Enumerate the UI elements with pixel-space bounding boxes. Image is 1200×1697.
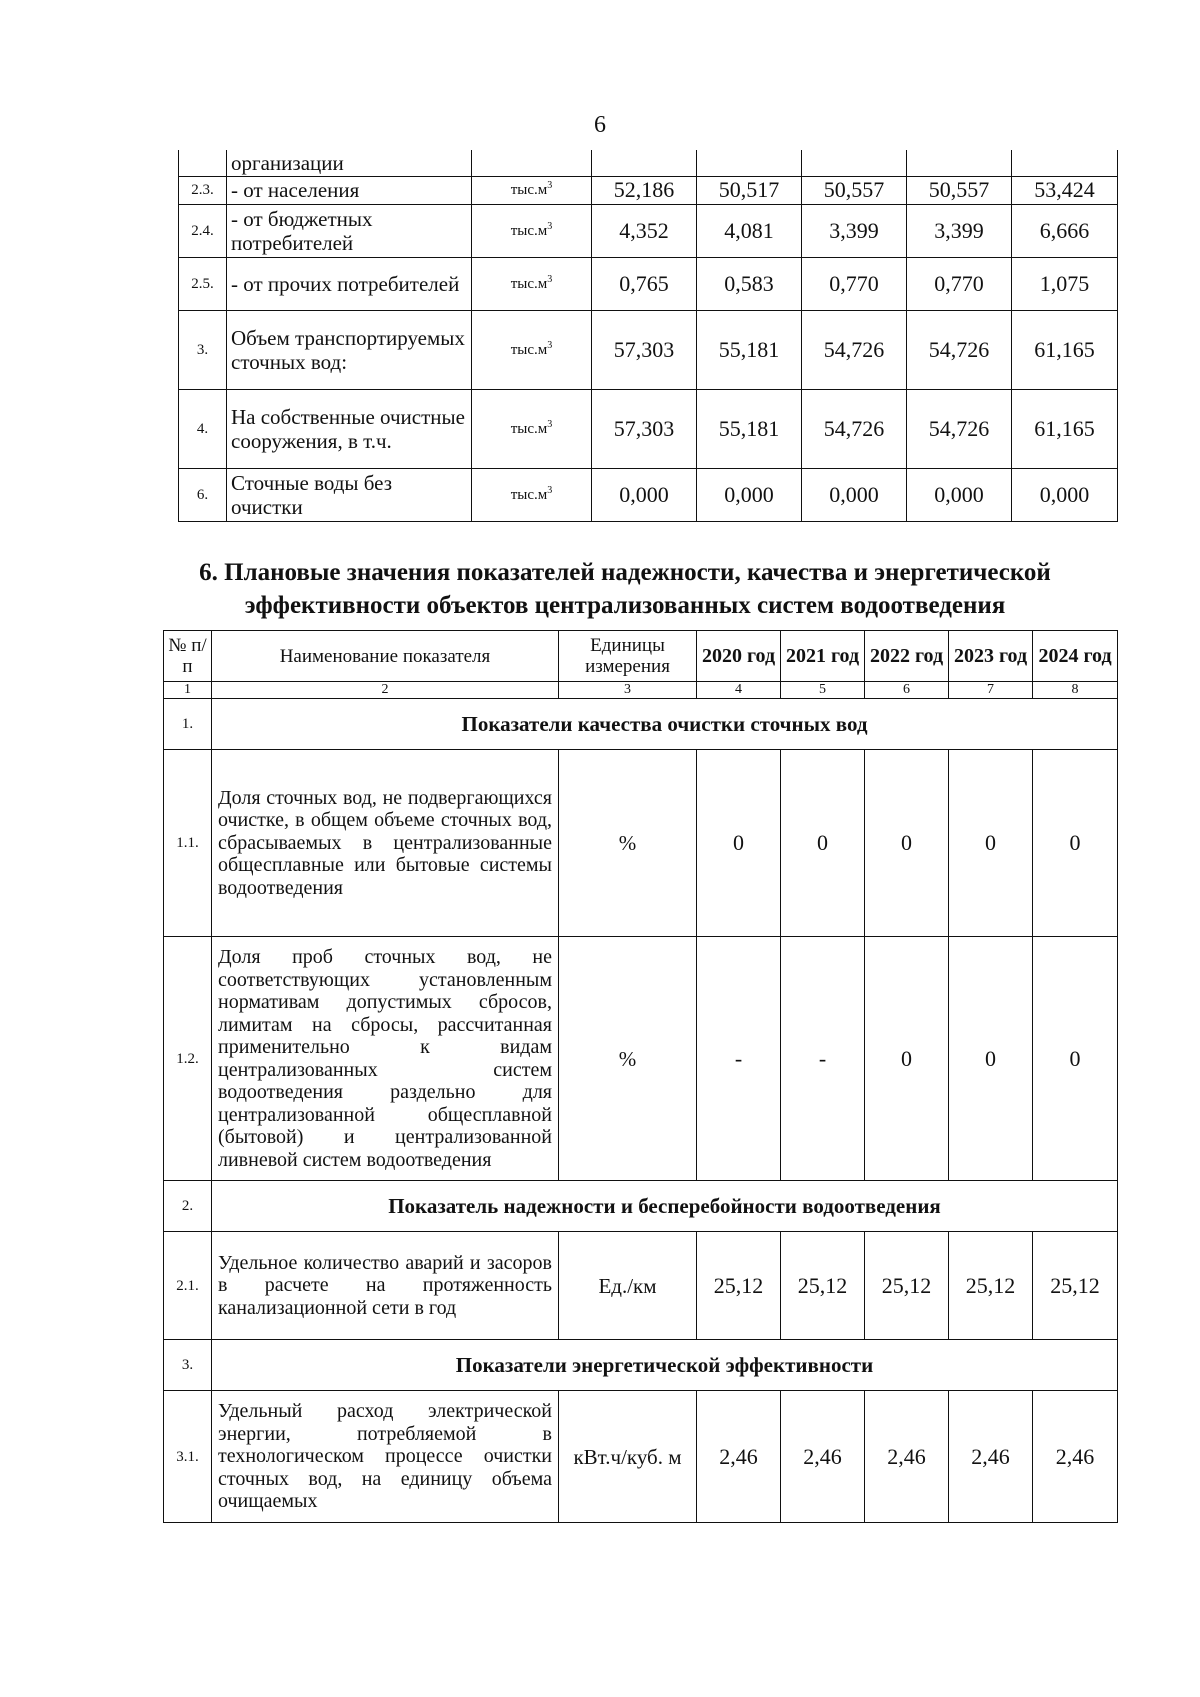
value-cell: 0,583 xyxy=(697,257,802,310)
table-row xyxy=(164,750,1118,937)
value-cell: 2,46 xyxy=(1033,1391,1118,1523)
value-cell: 25,12 xyxy=(1033,1232,1118,1340)
section-row xyxy=(164,699,1118,750)
value-cell: 4,352 xyxy=(592,204,697,257)
row-unit: $тыс.м^3$ xyxy=(472,257,592,310)
value-cell: 57,303 xyxy=(592,310,697,389)
value-cell: 0,000 xyxy=(1012,468,1118,521)
row-number xyxy=(179,150,227,176)
value-cell: 61,165 xyxy=(1012,310,1118,389)
value-cell: 0,000 xyxy=(802,468,907,521)
header-row xyxy=(164,631,1118,682)
value-cell: 2,46 xyxy=(781,1391,865,1523)
continuation-table xyxy=(178,150,1118,522)
table-row xyxy=(179,204,1118,257)
header-year: 2023 год xyxy=(949,631,1033,682)
value-cell: 0,770 xyxy=(907,257,1012,310)
row-number: 1.1. xyxy=(164,750,212,937)
row-unit: $тыс.м^3$ xyxy=(472,204,592,257)
value-cell: 0,000 xyxy=(592,468,697,521)
row-name: Доля проб сточных вод, не соответствующих установленным нормативам допустимых сбросов, лимитам на сбросы, рассчитанная применительно к видам централизованных систем водоотведения раздельно для централизованной общесплавной (бытовой) и централизованной ливневой систем водоотведения xyxy=(212,937,559,1181)
row-unit: кВт.ч/куб. м xyxy=(559,1391,697,1523)
value-cell: 50,517 xyxy=(697,176,802,204)
section-title: Показатели качества очистки сточных вод xyxy=(212,699,1118,750)
row-number: 4. xyxy=(179,389,227,468)
row-name: Объем транспортируемых сточных вод: xyxy=(227,310,472,389)
column-number: 6 xyxy=(865,682,949,699)
header-year: 2024 год xyxy=(1033,631,1118,682)
value-cell: 0 xyxy=(865,750,949,937)
value-cell: 25,12 xyxy=(697,1232,781,1340)
value-cell: 55,181 xyxy=(697,389,802,468)
table-row xyxy=(179,468,1118,521)
row-unit: $тыс.м^3$ xyxy=(472,389,592,468)
row-name: организации xyxy=(227,150,472,176)
column-number: 4 xyxy=(697,682,781,699)
row-number: 2.1. xyxy=(164,1232,212,1340)
value-cell: 0,765 xyxy=(592,257,697,310)
header-year: 2020 год xyxy=(697,631,781,682)
row-unit xyxy=(472,150,592,176)
row-name: - от прочих потребителей xyxy=(227,257,472,310)
value-cell: 57,303 xyxy=(592,389,697,468)
table-row xyxy=(179,389,1118,468)
value-cell: 25,12 xyxy=(949,1232,1033,1340)
value-cell: 54,726 xyxy=(802,310,907,389)
value-cell: 0 xyxy=(1033,750,1118,937)
value-cell: 61,165 xyxy=(1012,389,1118,468)
header-unit: Единицы измерения xyxy=(559,631,697,682)
row-unit: $тыс.м^3$ xyxy=(472,468,592,521)
value-cell: 3,399 xyxy=(802,204,907,257)
header-year: 2022 год xyxy=(865,631,949,682)
table-row xyxy=(179,310,1118,389)
value-cell: 0,000 xyxy=(697,468,802,521)
value-cell: 0 xyxy=(949,937,1033,1181)
value-cell: 50,557 xyxy=(802,176,907,204)
column-number: 5 xyxy=(781,682,865,699)
value-cell: 0 xyxy=(1033,937,1118,1181)
column-number: 3 xyxy=(559,682,697,699)
value-cell: 3,399 xyxy=(907,204,1012,257)
table-row xyxy=(164,1391,1118,1523)
value-cell: 2,46 xyxy=(697,1391,781,1523)
value-cell: 2,46 xyxy=(865,1391,949,1523)
table-row xyxy=(179,176,1118,204)
value-cell: - xyxy=(697,937,781,1181)
value-cell: 25,12 xyxy=(781,1232,865,1340)
value-cell: 0 xyxy=(697,750,781,937)
page-number: 6 xyxy=(594,112,606,138)
row-unit: % xyxy=(559,937,697,1181)
section-title: Показатель надежности и бесперебойности водоотведения xyxy=(212,1181,1118,1232)
row-number: 1.2. xyxy=(164,937,212,1181)
row-number: 2.3. xyxy=(179,176,227,204)
value-cell: 52,186 xyxy=(592,176,697,204)
row-name: Сточные воды без очистки xyxy=(227,468,472,521)
row-number: 2.4. xyxy=(179,204,227,257)
value-cell: 50,557 xyxy=(907,176,1012,204)
section-heading: 6. Плановые значения показателей надежности, качества и энергетической эффективности объектов централизованных систем водоотведения xyxy=(199,559,1051,619)
value-cell: 25,12 xyxy=(865,1232,949,1340)
row-unit: $тыс.м^3$ xyxy=(472,176,592,204)
header-year: 2021 год xyxy=(781,631,865,682)
row-name: На собственные очистные сооружения, в т.ч. xyxy=(227,389,472,468)
row-name: Удельное количество аварий и засоров в расчете на протяженность канализационной сети в год xyxy=(212,1232,559,1340)
section-row xyxy=(164,1181,1118,1232)
row-name: Удельный расход электрической энергии, потребляемой в технологическом процессе очистки сточных вод, на единицу объема очищаемых xyxy=(212,1391,559,1523)
value-cell: 4,081 xyxy=(697,204,802,257)
section-number: 3. xyxy=(164,1340,212,1391)
indicators-table xyxy=(163,630,1118,1523)
row-name: - от бюджетных потребителей xyxy=(227,204,472,257)
value-cell: 0 xyxy=(949,750,1033,937)
row-name: Доля сточных вод, не подвергающихся очистке, в общем объеме сточных вод, сбрасываемых в централизованные общесплавные или бытовые системы водоотведения xyxy=(212,750,559,937)
section-number: 1. xyxy=(164,699,212,750)
row-number: 2.5. xyxy=(179,257,227,310)
value-cell: 0,000 xyxy=(907,468,1012,521)
column-number: 8 xyxy=(1033,682,1118,699)
table-row xyxy=(164,1232,1118,1340)
value-cell: 54,726 xyxy=(907,310,1012,389)
row-number: 6. xyxy=(179,468,227,521)
section-row xyxy=(164,1340,1118,1391)
table-row xyxy=(179,257,1118,310)
value-cell: - xyxy=(781,937,865,1181)
value-cell: 1,075 xyxy=(1012,257,1118,310)
column-number-row xyxy=(164,682,1118,699)
row-unit: % xyxy=(559,750,697,937)
value-cell: 0 xyxy=(781,750,865,937)
row-number: 3.1. xyxy=(164,1391,212,1523)
column-number: 7 xyxy=(949,682,1033,699)
value-cell: 54,726 xyxy=(907,389,1012,468)
table-row xyxy=(179,150,1118,176)
value-cell: 53,424 xyxy=(1012,176,1118,204)
value-cell: 2,46 xyxy=(949,1391,1033,1523)
value-cell: 55,181 xyxy=(697,310,802,389)
column-number: 1 xyxy=(164,682,212,699)
row-number: 3. xyxy=(179,310,227,389)
value-cell: 54,726 xyxy=(802,389,907,468)
value-cell: 0 xyxy=(865,937,949,1181)
row-unit: Ед./км xyxy=(559,1232,697,1340)
table-row xyxy=(164,937,1118,1181)
section-number: 2. xyxy=(164,1181,212,1232)
header-name: Наименование показателя xyxy=(212,631,559,682)
row-unit: $тыс.м^3$ xyxy=(472,310,592,389)
column-number: 2 xyxy=(212,682,559,699)
section-title: Показатели энергетической эффективности xyxy=(212,1340,1118,1391)
value-cell: 0,770 xyxy=(802,257,907,310)
row-name: - от населения xyxy=(227,176,472,204)
header-num: № п/п xyxy=(164,631,212,682)
value-cell: 6,666 xyxy=(1012,204,1118,257)
